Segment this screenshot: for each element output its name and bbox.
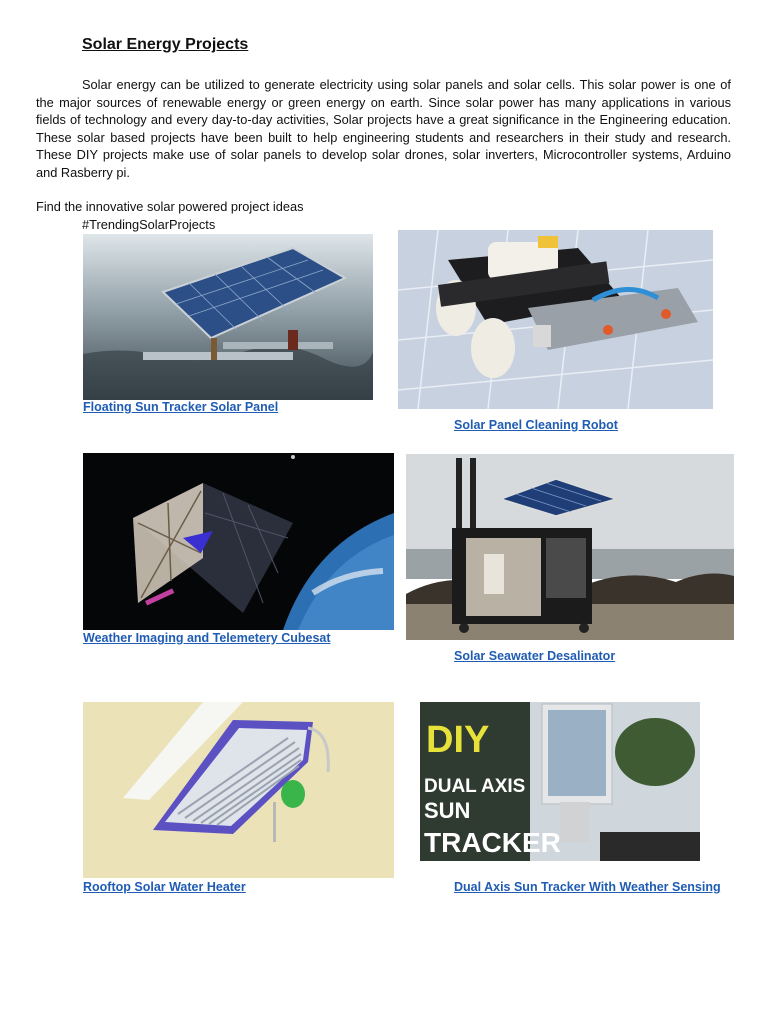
dual-axis-tracker-image[interactable]: [420, 702, 700, 861]
water-heater-image[interactable]: [83, 702, 394, 878]
link-cubesat[interactable]: Weather Imaging and Telemetery Cubesat: [83, 631, 331, 645]
cubesat-image[interactable]: [83, 453, 394, 630]
link-desalinator[interactable]: Solar Seawater Desalinator: [454, 649, 616, 663]
cleaning-robot-image[interactable]: [398, 230, 713, 409]
link-floating-sun-tracker[interactable]: Floating Sun Tracker Solar Panel: [83, 400, 279, 414]
link-cleaning-robot[interactable]: Solar Panel Cleaning Robot: [454, 418, 618, 432]
intro-paragraph: Solar energy can be utilized to generate electricity using solar panels and solar cells. This solar power is one of the major sources of renewable energy or green energy on earth. Since solar power has many applications in various fields of technology and every day-to-day activities, Solar projects have a great significance in the Engineering education. These solar based projects have been built to help engineering students and researchers in their study and research. These DIY projects make use of solar panels to develop solar drones, solar inverters, Microcontroller systems, Arduino and Rasberry pi.: [36, 77, 731, 180]
desalinator-image[interactable]: [406, 454, 734, 640]
page-title: Solar Energy Projects: [82, 36, 249, 53]
floating-sun-tracker-image[interactable]: [83, 234, 373, 400]
link-dual-axis-tracker[interactable]: Dual Axis Sun Tracker With Weather Sensing: [454, 880, 721, 894]
image-text-dual-axis: DUAL AXIS: [424, 776, 526, 797]
link-water-heater[interactable]: Rooftop Solar Water Heater: [83, 880, 246, 894]
image-text-diy: DIY: [426, 719, 490, 761]
image-text-sun: SUN: [424, 798, 471, 823]
find-text: Find the innovative solar powered project ideas: [36, 199, 304, 214]
hashtag-text: #TrendingSolarProjects: [82, 217, 216, 232]
image-text-tracker: TRACKER: [424, 827, 561, 858]
